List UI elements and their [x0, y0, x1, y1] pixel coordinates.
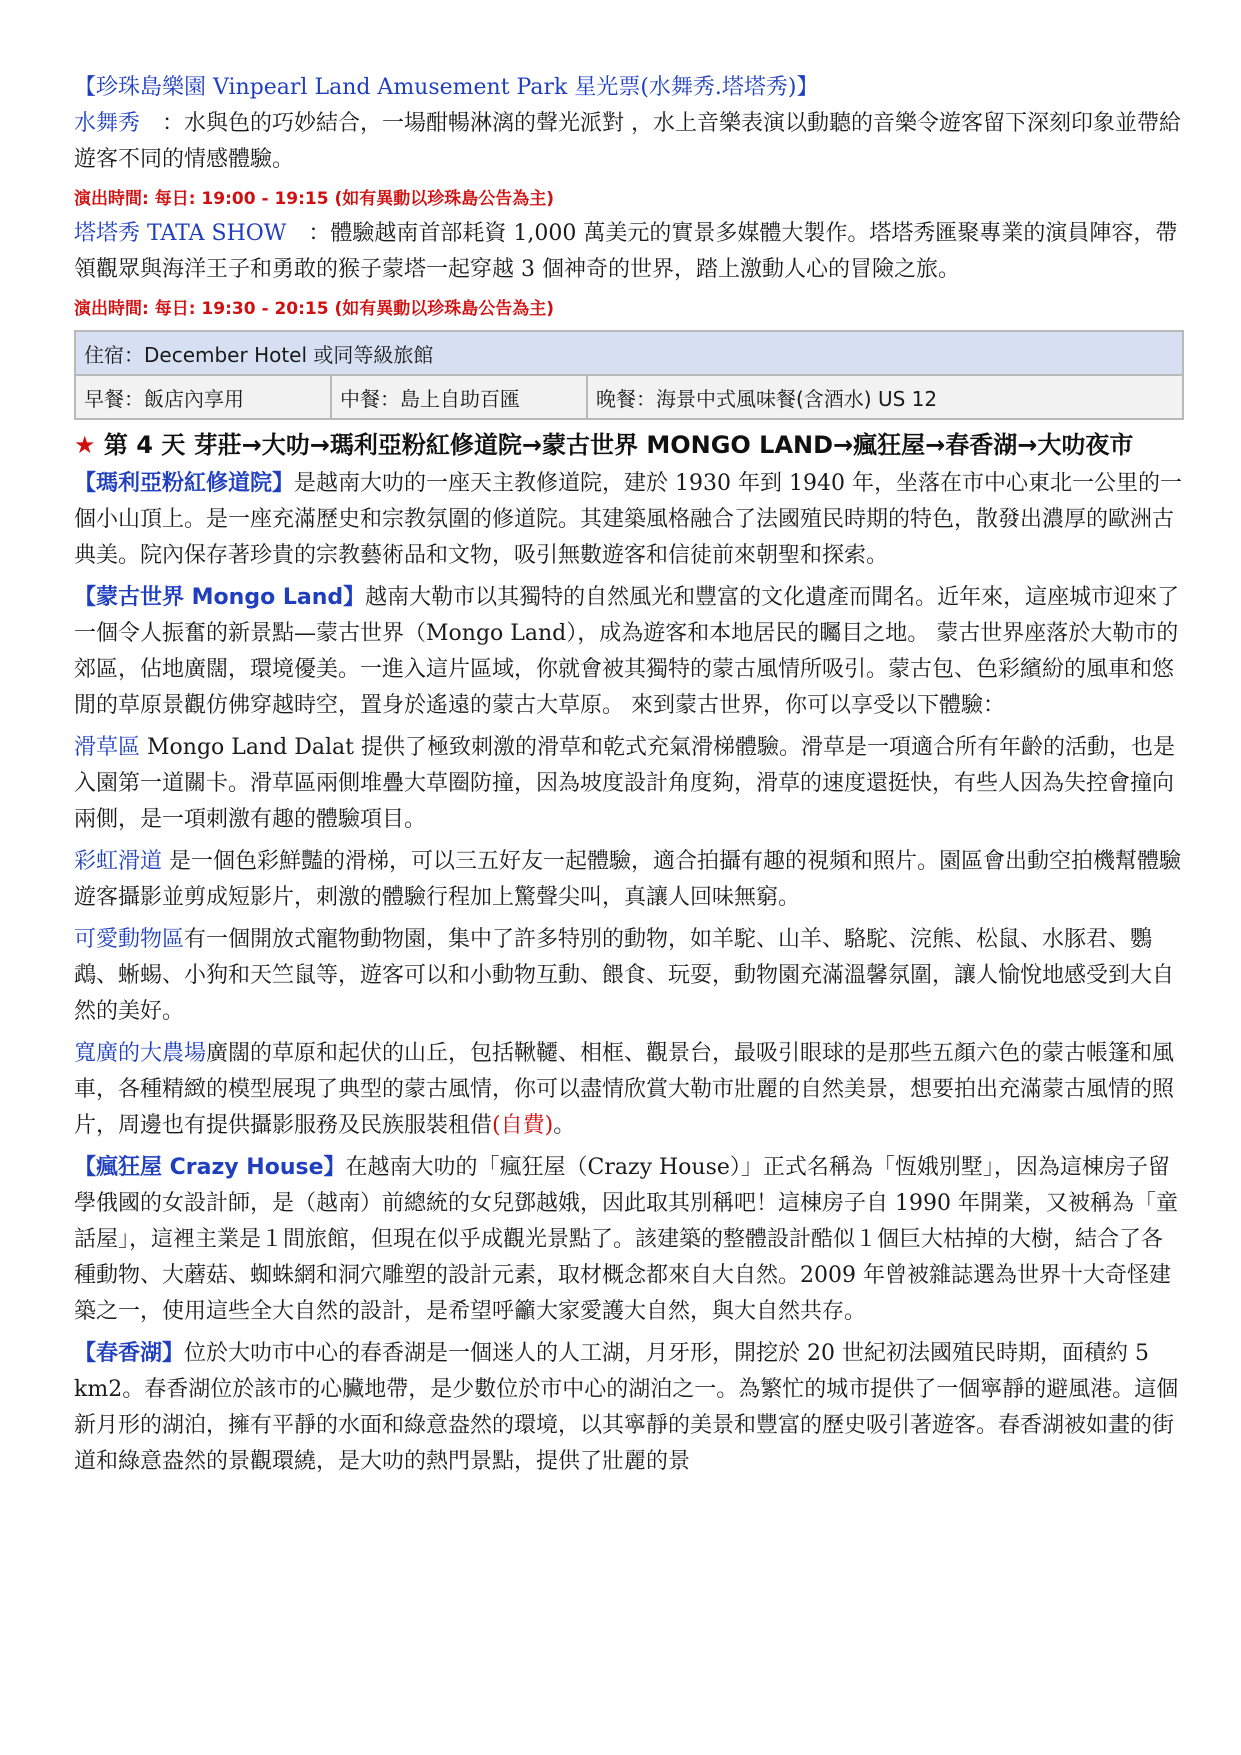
mongo-text: 越南大勒市以其獨特的自然風光和豐富的文化遺產而聞名。近年來，這座城市迎來了一個令人振奮的新景點—蒙古世界（Mongo Land），成為遊客和本地居民的矚目之地。 蒙古世界座落於大勒市的郊區，佔地廣闊，環境優美。一進入這片區域，你就會被其獨特的蒙古風情所吸引。蒙古包、色彩繽紛的風車和悠閒的草原景觀仿佛穿越時空，置身於遙遠的蒙古大草原。 來到蒙古世界，你可以享受以下體驗：: [74, 585, 1180, 718]
mongo-title: 【蒙古世界 Mongo Land】: [74, 585, 366, 610]
lunch-cell: 中餐：島上自助百匯: [331, 375, 587, 419]
tata-show-label: 塔塔秀 TATA SHOW: [74, 221, 287, 246]
water-show-label: 水舞秀: [74, 111, 141, 136]
rainbow-paragraph: [74, 844, 1184, 916]
mongo-paragraph: [74, 580, 1184, 724]
dinner-cell: 晚餐：海景中式風味餐(含酒水) US 12: [587, 375, 1183, 419]
tata-show-time: 演出時間: 每日: 19:30 - 20:15 (如有異動以珍珠島公告為主): [74, 299, 555, 319]
farm-label: 寬廣的大農場: [74, 1041, 207, 1066]
farm-paragraph: [74, 1036, 1184, 1144]
grass-text: Mongo Land Dalat 提供了極致刺激的滑草和乾式充氣滑梯體驗。滑草是一項適合所有年齡的活動，也是入園第一道關卡。滑草區兩側堆疊大草圈防撞，因為坡度設計角度夠，滑草的速度還挺快，有些人因為失控會撞向兩側，是一項刺激有趣的體驗項目。: [74, 735, 1175, 832]
document-page: [74, 70, 1184, 1486]
tata-show-paragraph: [74, 216, 1184, 288]
animal-label: 可愛動物區: [74, 927, 185, 952]
maria-paragraph: [74, 466, 1184, 574]
lake-title: 【春香湖】: [74, 1341, 185, 1366]
tata-show-text: ：體驗越南首部耗資 1,000 萬美元的實景多媒體大製作。塔塔秀匯聚專業的演員陣容，帶領觀眾與海洋王子和勇敢的猴子蒙塔一起穿越 3 個神奇的世界，踏上激動人心的冒險之旅。: [74, 221, 1178, 282]
accommodation-table: [74, 330, 1184, 420]
rainbow-text: 是一個色彩鮮豔的滑梯，可以三五好友一起體驗，適合拍攝有趣的視頻和照片。園區會出動空拍機幫體驗遊客攝影並剪成短影片，刺激的體驗行程加上驚聲尖叫，真讓人回味無窮。: [74, 849, 1182, 910]
water-show-text: ：水與色的巧妙結合，一場酣暢淋漓的聲光派對 ，水上音樂表演以動聽的音樂令遊客留下深刻印象並帶給遊客不同的情感體驗。: [74, 111, 1182, 172]
animal-paragraph: [74, 922, 1184, 1030]
vinpearl-title: 【珍珠島樂園 Vinpearl Land Amusement Park 星光票(水舞秀.塔塔秀)】: [74, 75, 819, 100]
animal-text: 有一個開放式寵物動物園，集中了許多特別的動物，如羊駝、山羊、駱駝、浣熊、松鼠、水豚君、鸚鵡、蜥蜴、小狗和天竺鼠等，遊客可以和小動物互動、餵食、玩耍，動物園充滿溫馨氛圍，讓人愉悅地感受到大自然的美好。: [74, 927, 1175, 1024]
grass-label: 滑草區: [74, 735, 141, 760]
farm-text: 廣闊的草原和起伏的山丘，包括鞦韆、相框、觀景台，最吸引眼球的是那些五顏六色的蒙古帳篷和風車，各種精緻的模型展現了典型的蒙古風情，你可以盡情欣賞大勒市壯麗的自然美景，想要拍出充滿蒙古風情的照片，周邊也有提供攝影服務及民族服裝租借: [74, 1041, 1175, 1138]
star-icon: ★: [74, 431, 96, 459]
grass-paragraph: [74, 730, 1184, 838]
farm-end: 。: [553, 1113, 576, 1138]
maria-text: 是越南大叻的一座天主教修道院，建於 1930 年到 1940 年，坐落在市中心東北一公里的一個小山頂上。是一座充滿歷史和宗教氛圍的修道院。其建築風格融合了法國殖民時期的特色，散發出濃厚的歐洲古典美。院內保存著珍貴的宗教藝術品和文物，吸引無數遊客和信徒前來朝聖和探索。: [74, 471, 1182, 568]
lake-text: 位於大叻市中心的春香湖是一個迷人的人工湖，月牙形，開挖於 20 世紀初法國殖民時期，面積約 5 km2。春香湖位於該市的心臟地帶，是少數位於市中心的湖泊之一。為繁忙的城市提供了一個寧靜的避風港。這個新月形的湖泊，擁有平靜的水面和綠意盎然的環境，以其寧靜的美景和豐富的歷史吸引著遊客。春香湖被如畫的街道和綠意盎然的景觀環繞，是大叻的熱門景點，提供了壯麗的景: [74, 1341, 1179, 1474]
breakfast-cell: 早餐：飯店內享用: [75, 375, 331, 419]
water-show-time: 演出時間: 每日: 19:00 - 19:15 (如有異動以珍珠島公告為主): [74, 189, 555, 209]
maria-title: 【瑪利亞粉紅修道院】: [74, 471, 295, 496]
hotel-cell: 住宿：December Hotel 或同等級旅館: [75, 331, 1183, 375]
lake-paragraph: [74, 1336, 1184, 1480]
day-heading: [74, 426, 1184, 464]
crazy-house-text: 在越南大叻的「瘋狂屋（Crazy House）」正式名稱為「恆娥別墅」，因為這棟房子留學俄國的女設計師，是（越南）前總統的女兒鄧越娥，因此取其別稱吧！這棟房子自 1990 年開業，又被稱為「童話屋」，這裡主業是１間旅館，但現在似乎成觀光景點了。該建築的整體設計酷似１個巨大枯掉的大樹，結合了各種動物、大蘑菇、蜘蛛網和洞穴雕塑的設計元素，取材概念都來自大自然。2009 年曾被雜誌選為世界十大奇怪建築之一，使用這些全大自然的設計，是希望呼籲大家愛護大自然，與大自然共存。: [74, 1155, 1178, 1324]
crazy-house-title: 【瘋狂屋 Crazy House】: [74, 1155, 346, 1180]
water-show-paragraph: [74, 106, 1184, 178]
day-heading-text: 第 4 天 芽莊→大叻→瑪利亞粉紅修道院→蒙古世界 MONGO LAND→瘋狂屋→春香湖→大叻夜市: [95, 431, 1134, 459]
rainbow-label: 彩虹滑道: [74, 849, 163, 874]
farm-fee: (自費): [492, 1113, 554, 1138]
crazy-house-paragraph: [74, 1150, 1184, 1330]
